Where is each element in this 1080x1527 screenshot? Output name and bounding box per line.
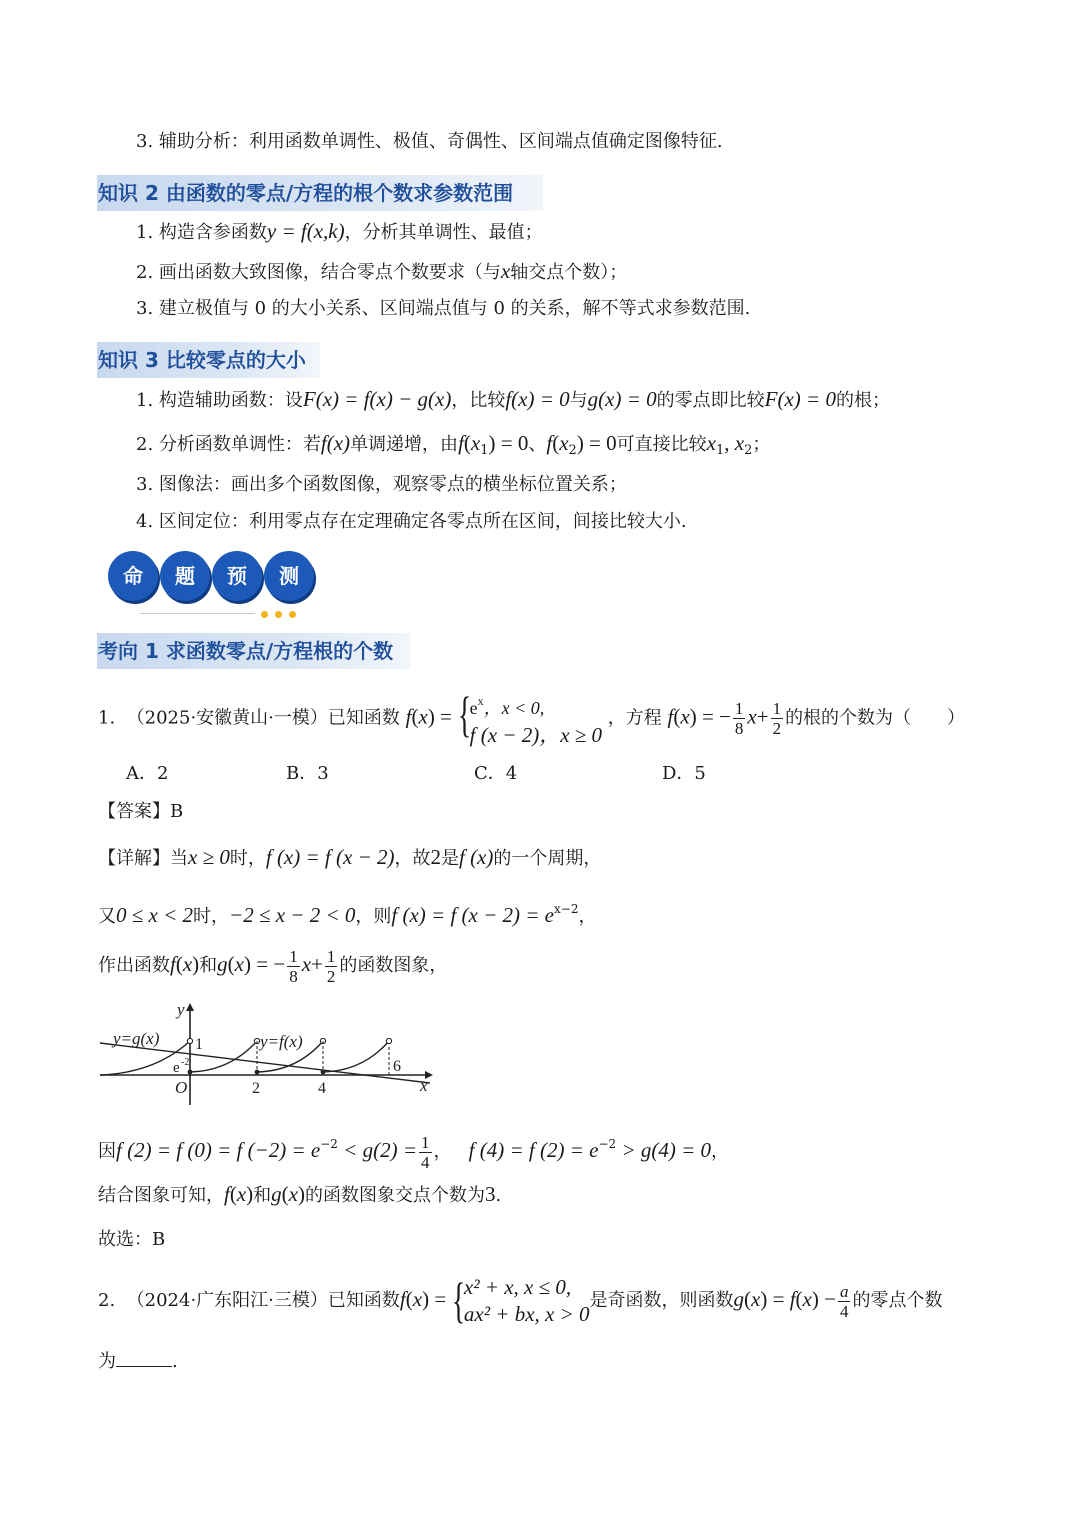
badge-ti: 题: [160, 551, 210, 601]
graph-f-period-3: [323, 1041, 389, 1072]
answer-blank[interactable]: [116, 1346, 172, 1367]
option-c[interactable]: C．4: [474, 763, 518, 784]
piecewise-function-1: { $e^x$，x < 0, f (x − 2)，x ≥ 0: [457, 686, 603, 747]
decor-dot: [289, 611, 296, 618]
section3-item-3: 3. 图像法：画出多个函数图像，观察零点的横坐标位置关系；: [136, 474, 627, 495]
filled-point: [188, 1070, 193, 1075]
badge-ce: 测: [264, 551, 314, 601]
y-axis-arrow: [186, 1003, 194, 1011]
tick-label-1: 1: [195, 1036, 203, 1053]
axis-label-x: x: [420, 1076, 428, 1095]
question-1: 1. （2025·安徽黄山·一模）已知函数 f(x) = { $e^x$，x < 0, f (x − 2)，x ≥ 0 ，方程 f(x) = − $\frac{1}{8}$ x+ $\frac{1}{2}$ 的根的个数为（ ）: [98, 686, 966, 747]
label-f: y=f(x): [260, 1032, 303, 1051]
tick-label-2: 2: [252, 1080, 260, 1097]
option-b[interactable]: B．3: [286, 763, 329, 784]
kaoxiang-heading-1: 考向 1 求函数零点/方程根的个数: [97, 633, 410, 669]
section-heading-2: 知识 2 由函数的零点/方程的根个数求参数范围: [97, 175, 543, 211]
origin-label: O: [175, 1078, 188, 1097]
section3-item-1: 1. 构造辅助函数：设F(x) = f(x) − g(x)，比较f(x) = 0与g(x) = 0的零点即比较F(x) = 0的根；: [136, 387, 890, 411]
piecewise-function-2: { x² + x, x ≤ 0, ax² + bx, x > 0: [451, 1272, 590, 1328]
label-g: y=g(x): [113, 1029, 160, 1048]
badge-yu: 预: [212, 551, 262, 601]
detail-line-3: 作出函数f(x)和g(x) = − $\frac{1}{8}$ x+ $\frac{1}{2}$ 的函数图象，: [98, 946, 448, 986]
section2-item-3: 3. 建立极值与 0 的大小关系、区间端点值与 0 的关系，解不等式求参数范围.: [136, 298, 751, 319]
choose-line: 故选：B: [98, 1229, 166, 1250]
option-a[interactable]: A．2: [126, 763, 169, 784]
decor-dot: [275, 611, 282, 618]
detail-line-4: 因f (2) = f (0) = f $(-2) = e^{-2} < g(2)$ = $\frac{1}{4}$ ， f (4) = f $(2) = e^{-2} > g(4) = 0$，: [98, 1132, 730, 1172]
tick-label-e: e: [173, 1060, 180, 1076]
question-2-line-2: 为 .: [98, 1346, 178, 1374]
tick-label-e-sup: -2: [181, 1057, 190, 1068]
detail-line-1: 【详解】当x ≥ 0时，f (x) = f (x − 2)，故2是f (x)的一个周期，: [98, 845, 602, 869]
section2-item-2: 2. 画出函数大致图像，结合零点个数要求（与x轴交点个数）；: [136, 259, 628, 283]
tick-label-6: 6: [393, 1058, 401, 1075]
detail-line-5: 结合图象可知，f(x)和g(x)的函数图象交点个数为3.: [98, 1182, 502, 1206]
intro-item: 3. 辅助分析：利用函数单调性、极值、奇偶性、区间端点值确定图像特征.: [136, 131, 723, 152]
axis-label-y: y: [177, 1000, 185, 1019]
section-heading-3: 知识 3 比较零点的大小: [97, 342, 320, 378]
open-point: [386, 1038, 391, 1043]
section3-item-2: 2. 分析函数单调性：若f(x)单调递增，由$f(x_1) = 0$、$f(x_2) = 0$可直接比较$x_1$, $x_2$；: [136, 431, 771, 458]
section2-item-1: 1. 构造含参函数y = f(x,k)，分析其单调性、最值；: [136, 219, 543, 243]
question-2: 2. （2024·广东阳江·三模）已知函数f(x) = { x² + x, x ≤ 0, ax² + bx, x > 0 是奇函数，则函数g(x) = f(x) − $\frac{a}{4}$ 的零点个数: [98, 1272, 943, 1328]
tick-label-4: 4: [318, 1080, 326, 1097]
open-point: [187, 1038, 192, 1043]
badge-ming: 命: [108, 551, 158, 601]
option-d[interactable]: D．5: [662, 763, 706, 784]
detail-line-2: 又0 ≤ x < 2时，−2 ≤ x − 2 < 0，则f (x) = f $(x - 2) = e^{x-2}$，: [98, 902, 597, 927]
badge-divider: [140, 613, 255, 614]
answer: 【答案】B: [98, 801, 184, 822]
decor-dot: [261, 611, 268, 618]
section3-item-4: 4. 区间定位：利用零点存在定理确定各零点所在区间，间接比较大小.: [136, 511, 687, 532]
function-graph: [95, 995, 440, 1110]
